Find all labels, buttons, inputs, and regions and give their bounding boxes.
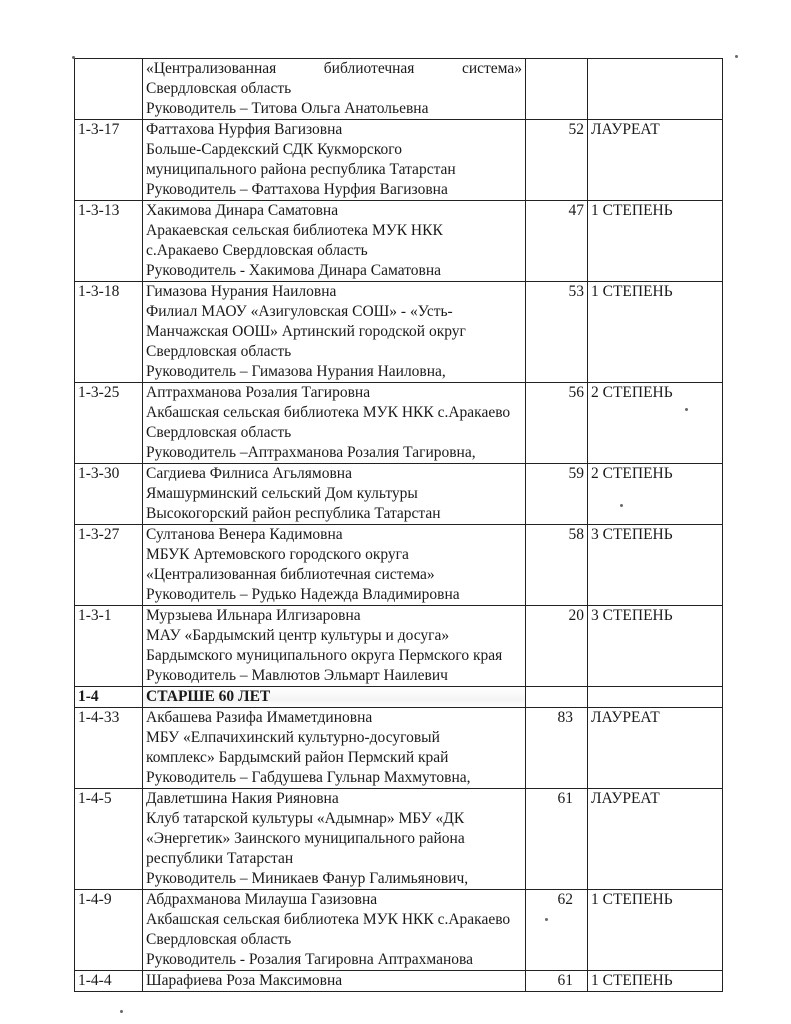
justified-word: библиотечная: [323, 60, 415, 77]
participant-detail-line: Больше-Сардекский СДК Кукморского: [146, 141, 402, 158]
participant-detail-line: Руководитель – Гимазова Нурания Наиловна,: [146, 363, 446, 380]
justified-word: система»: [461, 60, 522, 77]
table-row: [75, 789, 723, 890]
entry-code-cell: [75, 59, 143, 120]
table-row: [75, 120, 723, 201]
participant-cell: [143, 789, 526, 890]
participant-cell: [143, 464, 526, 525]
table-row: [75, 383, 723, 464]
entry-code-cell: 1-3-1: [75, 606, 143, 687]
entry-code-cell: 1-4-33: [75, 708, 143, 789]
table-row: [75, 890, 723, 971]
table-row: [75, 464, 723, 525]
participant-detail-line: МБУ «Елпачихинский культурно-досуговый: [146, 729, 440, 746]
score-cell: 61: [526, 789, 588, 890]
score-cell: [526, 59, 588, 120]
participant-detail-line: Свердловская область: [146, 343, 292, 360]
table-row: [75, 606, 723, 687]
participant-detail-line: «Энергетик» Заинского муниципального района: [146, 830, 465, 847]
score-cell: [526, 687, 588, 708]
entry-code-cell: 1-3-18: [75, 282, 143, 383]
participant-detail-line: Руководитель - Розалия Тагировна Аптрахманова: [146, 951, 474, 968]
participant-name: Хакимова Динара Саматовна: [146, 202, 339, 219]
award-cell: ЛАУРЕАТ: [588, 708, 723, 789]
participant-detail-line: с.Аракаево Свердловская область: [146, 242, 368, 259]
participant-cell: [143, 606, 526, 687]
participant-detail-line: Бардымского муниципального округа Пермского края: [146, 647, 503, 664]
justified-word: «Централизованная: [146, 60, 277, 77]
scan-speck: [620, 504, 623, 507]
participant-name: Мурзыева Ильнара Илгизаровна: [146, 607, 361, 624]
table-row: [75, 201, 723, 282]
participant-cell: [143, 282, 526, 383]
award-cell: 3 СТЕПЕНЬ: [588, 525, 723, 606]
participant-detail-line: Свердловская область: [146, 80, 292, 97]
participant-cell: [143, 120, 526, 201]
score-cell: 20: [526, 606, 588, 687]
entry-code-cell: 1-4-9: [75, 890, 143, 971]
entry-code-cell: 1-4: [75, 687, 143, 708]
award-cell: ЛАУРЕАТ: [588, 789, 723, 890]
award-cell: 3 СТЕПЕНЬ: [588, 606, 723, 687]
table-row: [75, 708, 723, 789]
table-row: [75, 971, 723, 992]
score-cell: 52: [526, 120, 588, 201]
scan-speck: [72, 56, 75, 59]
entry-code-cell: 1-3-27: [75, 525, 143, 606]
participant-cell: [143, 971, 526, 992]
section-row: [75, 687, 723, 708]
score-cell: 47: [526, 201, 588, 282]
participant-name: Давлетшина Накия Рияновна: [146, 790, 339, 807]
score-cell: 83: [526, 708, 588, 789]
award-cell: 2 СТЕПЕНЬ: [588, 383, 723, 464]
participant-cell: [143, 383, 526, 464]
participant-detail-line: Акбашская сельская библиотека МУК НКК с.Аракаево: [146, 404, 511, 421]
award-cell: [588, 59, 723, 120]
participant-detail-line: комплекс» Бардымский район Пермский край: [146, 749, 449, 766]
participant-name: Сагдиева Филниса Агьлямовна: [146, 465, 352, 482]
table-row: [75, 525, 723, 606]
participant-name: Султанова Венера Кадимовна: [146, 526, 343, 543]
participant-detail-line: Акбашская сельская библиотека МУК НКК с.Аракаево: [146, 911, 511, 928]
participant-detail-line: Руководитель – Титова Ольга Анатольевна: [146, 100, 429, 117]
award-cell: 1 СТЕПЕНЬ: [588, 890, 723, 971]
entry-code-cell: 1-3-30: [75, 464, 143, 525]
score-cell: 62: [526, 890, 588, 971]
participant-name: [146, 59, 522, 79]
participant-name: Акбашева Разифа Имаметдиновна: [146, 709, 373, 726]
score-cell: 59: [526, 464, 588, 525]
section-title: СТАРШЕ 60 ЛЕТ: [146, 688, 271, 705]
participant-detail-line: МАУ «Бардымский центр культуры и досуга»: [146, 627, 450, 644]
participant-cell: [143, 890, 526, 971]
scan-speck: [685, 408, 688, 411]
entry-code-cell: 1-4-5: [75, 789, 143, 890]
participant-detail-line: муниципального района республика Татарстан: [146, 161, 456, 178]
participant-detail-line: Филиал МАОУ «Азигуловская СОШ» - «Усть-: [146, 303, 453, 320]
participant-detail-line: Руководитель – Мавлютов Эльмарт Наилевич: [146, 667, 448, 684]
results-table-body: [75, 59, 723, 992]
participant-name: Гимазова Нурания Наиловна: [146, 283, 337, 300]
score-cell: 58: [526, 525, 588, 606]
scan-speck: [545, 918, 548, 921]
participant-cell: [143, 59, 526, 120]
results-table: [74, 58, 723, 992]
award-cell: [588, 687, 723, 708]
entry-code-cell: 1-3-13: [75, 201, 143, 282]
participant-name: Абдрахманова Милауша Газизовна: [146, 891, 378, 908]
participant-name: Аптрахманова Розалия Тагировна: [146, 384, 371, 401]
participant-detail-line: Руководитель –Аптрахманова Розалия Тагировна,: [146, 444, 476, 461]
participant-detail-line: Высокогорский район республика Татарстан: [146, 505, 441, 522]
participant-detail-line: «Централизованная библиотечная система»: [146, 566, 435, 583]
participant-detail-line: Клуб татарской культуры «Адымнар» МБУ «ДК: [146, 810, 465, 827]
award-cell: 2 СТЕПЕНЬ: [588, 464, 723, 525]
entry-code-cell: 1-3-25: [75, 383, 143, 464]
participant-detail-line: Свердловская область: [146, 931, 292, 948]
participant-detail-line: республики Татарстан: [146, 850, 294, 867]
participant-cell: [143, 201, 526, 282]
participant-detail-line: Аракаевская сельская библиотека МУК НКК: [146, 222, 443, 239]
participant-detail-line: Ямашурминский сельский Дом культуры: [146, 485, 418, 502]
participant-detail-line: Руководитель – Миникаев Фанур Галимьянович,: [146, 870, 469, 887]
entry-code-cell: 1-4-4: [75, 971, 143, 992]
score-cell: 53: [526, 282, 588, 383]
award-cell: 1 СТЕПЕНЬ: [588, 201, 723, 282]
score-cell: 56: [526, 383, 588, 464]
scan-speck: [735, 55, 738, 58]
entry-code-cell: 1-3-17: [75, 120, 143, 201]
participant-detail-line: Руководитель – Рудько Надежда Владимировна: [146, 586, 460, 603]
table-row: [75, 59, 723, 120]
award-cell: ЛАУРЕАТ: [588, 120, 723, 201]
participant-name: Шарафиева Роза Максимовна: [146, 972, 343, 989]
participant-detail-line: Манчажская ООШ» Артинский городской округ: [146, 323, 466, 340]
award-cell: 1 СТЕПЕНЬ: [588, 282, 723, 383]
score-cell: 61: [526, 971, 588, 992]
participant-detail-line: Руководитель – Фаттахова Нурфия Вагизовна: [146, 181, 448, 198]
participant-detail-line: МБУК Артемовского городского округа: [146, 546, 409, 563]
participant-name: Фаттахова Нурфия Вагизовна: [146, 121, 343, 138]
table-row: [75, 282, 723, 383]
participant-cell: [143, 525, 526, 606]
award-cell: 1 СТЕПЕНЬ: [588, 971, 723, 992]
participant-detail-line: Свердловская область: [146, 424, 292, 441]
participant-detail-line: Руководитель – Габдушева Гульнар Махмутовна,: [146, 769, 471, 786]
participant-cell: [143, 708, 526, 789]
scan-speck: [120, 1010, 123, 1013]
section-title-cell: [143, 687, 526, 708]
participant-detail-line: Руководитель - Хакимова Динара Саматовна: [146, 262, 442, 279]
